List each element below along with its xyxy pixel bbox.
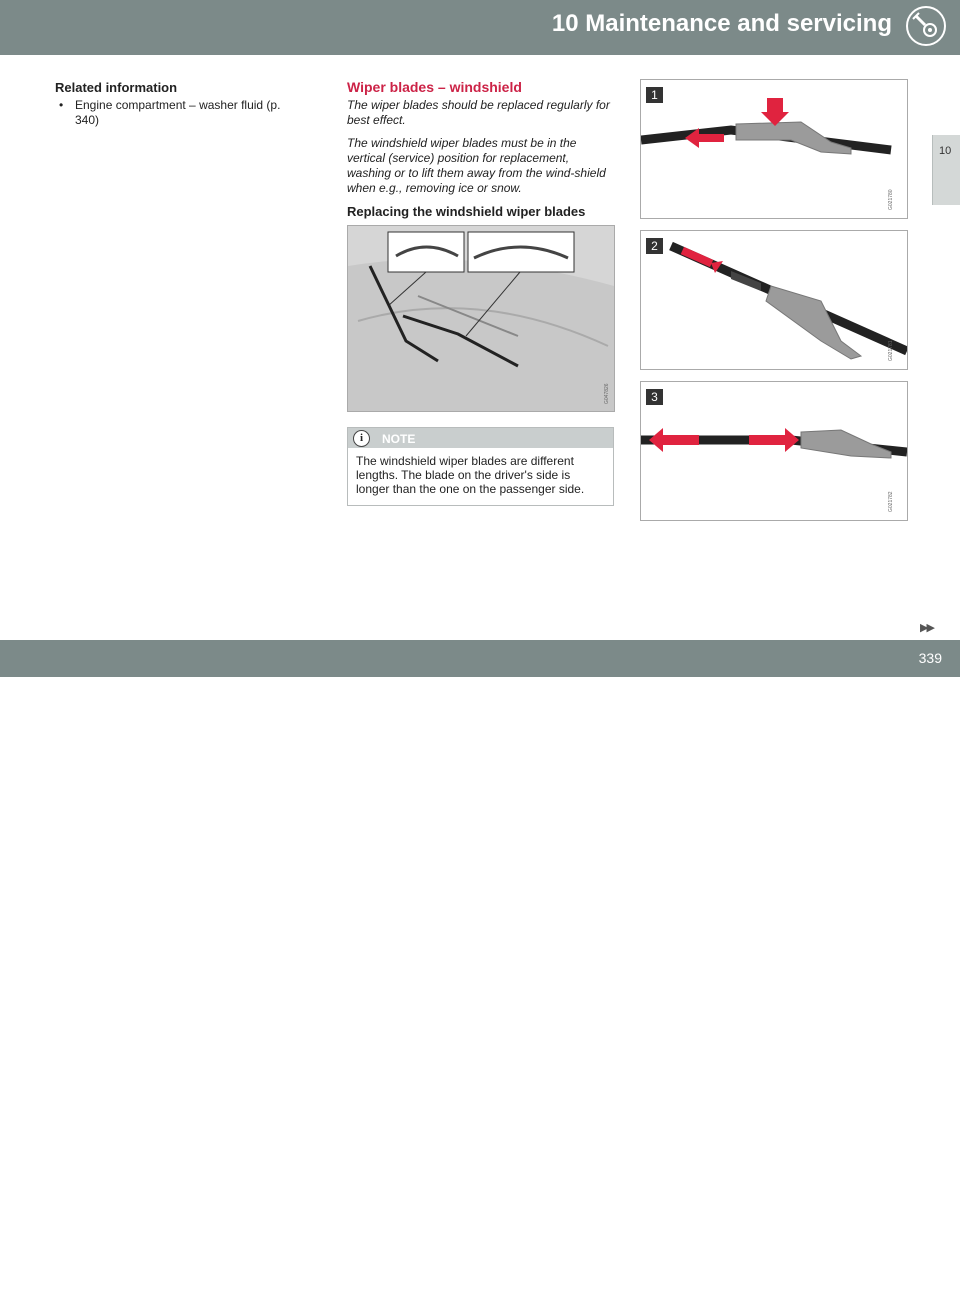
note-label: NOTE: [382, 432, 416, 446]
related-item[interactable]: [55, 98, 295, 128]
figure-code: G047826: [604, 383, 610, 404]
note-text: The windshield wiper blades are different lengths. The blade on the driver's side is longer than the one on the passenger side.: [356, 454, 585, 496]
page-header: [0, 0, 960, 55]
related-heading: Related information: [55, 80, 178, 95]
step-number: 2: [646, 238, 663, 254]
page-number: 339: [918, 650, 942, 666]
intro-paragraph: The wiper blades should be replaced regularly for best effect.: [347, 98, 610, 127]
step-2-figure: [640, 230, 908, 370]
note-header: [348, 428, 613, 448]
figure-code: G021780: [888, 189, 894, 210]
windshield-illustration: [347, 225, 615, 412]
bullet: •: [59, 98, 64, 112]
figure-code: G021781: [888, 340, 894, 361]
intro-paragraph: The windshield wiper blades must be in the vertical (service) position for replacement, washing or to lift them away from the wind-shield when e.g., removing ice or snow.: [347, 136, 606, 195]
info-icon: i: [353, 430, 370, 447]
note-box: [347, 427, 614, 506]
watermark: carmanualsonline.info: [545, 1288, 779, 1313]
wiper-section: [347, 79, 615, 412]
step-number: 3: [646, 389, 663, 405]
wrench-gear-icon: [906, 6, 946, 46]
step-3-figure: [640, 381, 908, 521]
related-item-text: Engine compartment – washer fluid (p. 340): [75, 98, 281, 127]
section-title: Wiper blades – windshield: [347, 79, 522, 95]
step-1-figure: [640, 79, 908, 219]
step-number: 1: [646, 87, 663, 103]
figure-code: G021782: [888, 491, 894, 512]
page-footer: [0, 640, 960, 1313]
chapter-tab[interactable]: [932, 135, 960, 205]
chapter-title: 10 Maintenance and servicing: [551, 10, 892, 37]
next-page-arrows[interactable]: ▶▶: [920, 622, 933, 634]
subheading: Replacing the windshield wiper blades: [347, 204, 586, 219]
related-information: [55, 80, 295, 128]
chapter-tab-label: 10: [939, 145, 952, 157]
